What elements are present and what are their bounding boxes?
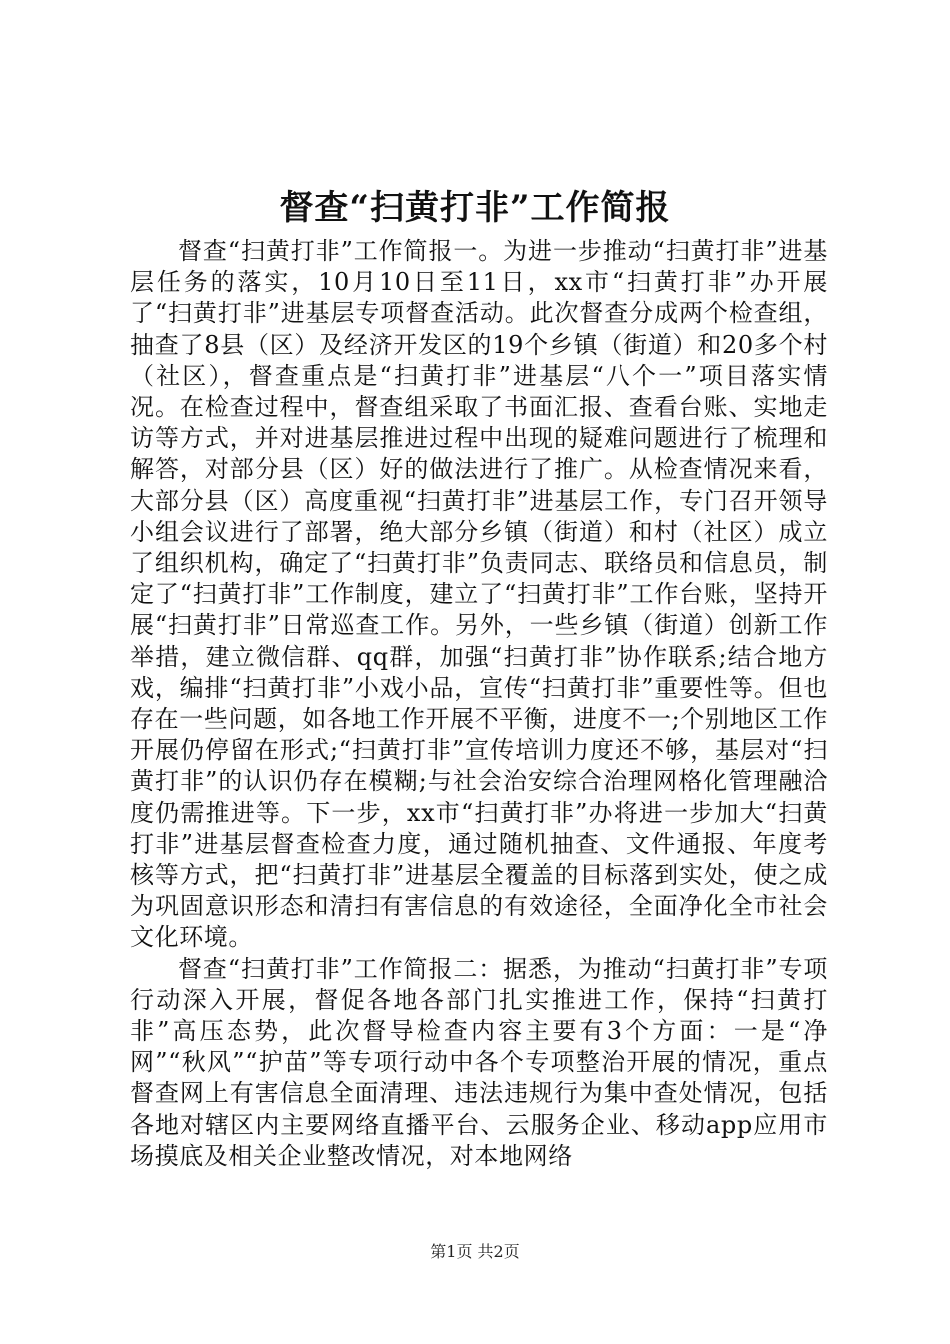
- document-title: 督查“扫黄打非”工作简报: [279, 188, 671, 228]
- paragraph-2: 督查“扫黄打非”工作简报二：据悉，为推动“扫黄打非”专项行动深入开展，督促各地各部门扎实推进工作，保持“扫黄打非”高压态势，此次督导检查内容主要有3个方面：一是“净网”“秋风”“护苗”等专项行动中各个专项整治开展的情况，重点督查网上有害信息全面清理、违法违规行为集中查处情况，包括各地对辖区内主要网络直播平台、云服务企业、移动app应用市场摸底及相关企业整改情况，对本地网络: [130, 954, 828, 1170]
- document-body: [130, 236, 828, 1172]
- paragraph-1: 督查“扫黄打非”工作简报一。为进一步推动“扫黄打非”进基层任务的落实，10月10日至11日，xx市“扫黄打非”办开展了“扫黄打非”进基层专项督查活动。此次督查分成两个检查组，抽查了8县（区）及经济开发区的19个乡镇（街道）和20多个村（社区），督查重点是“扫黄打非”进基层“八个一”项目落实情况。在检查过程中，督查组采取了书面汇报、查看台账、实地走访等方式，并对进基层推进过程中出现的疑难问题进行了梳理和解答，对部分县（区）好的做法进行了推广。从检查情况来看，大部分县（区）高度重视“扫黄打非”进基层工作，专门召开领导小组会议进行了部署，绝大部分乡镇（街道）和村（社区）成立了组织机构，确定了“扫黄打非”负责同志、联络员和信息员，制定了“扫黄打非”工作制度，建立了“扫黄打非”工作台账，坚持开展“扫黄打非”日常巡查工作。另外，一些乡镇（街道）创新工作举措，建立微信群、qq群，加强“扫黄打非”协作联系;结合地方戏，编排“扫黄打非”小戏小品，宣传“扫黄打非”重要性等。但也存在一些问题，如各地工作开展不平衡，进度不一;个别地区工作开展仍停留在形式;“扫黄打非”宣传培训力度还不够，基层对“扫黄打非”的认识仍存在模糊;与社会治安综合治理网格化管理融洽度仍需推进等。下一步，xx市“扫黄打非”办将进一步加大“扫黄打非”进基层督查检查力度，通过随机抽查、文件通报、年度考核等方式，把“扫黄打非”进基层全覆盖的目标落到实处，使之成为巩固意识形态和清扫有害信息的有效途径，全面净化全市社会文化环境。: [130, 237, 828, 952]
- page-number-footer: 第1页 共2页: [430, 1242, 520, 1261]
